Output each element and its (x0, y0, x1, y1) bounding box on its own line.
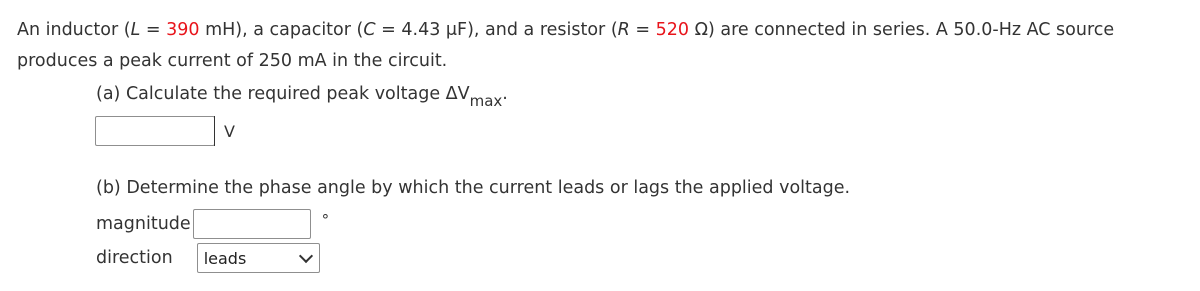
unit-divider (214, 116, 215, 146)
part-a-prompt (96, 84, 508, 110)
resistance-value: 520 (655, 20, 690, 40)
subscript-max: max (469, 92, 503, 110)
part-b-prompt: (b) Determine the phase angle by which the current leads or lags the applied voltage. (96, 178, 851, 198)
inductor-symbol: L (130, 20, 141, 40)
direction-select[interactable] (197, 243, 320, 273)
degree-unit: ° (321, 211, 330, 229)
problem-text: = 4.43 μF), and a resistor ( (375, 20, 618, 40)
direction-label: direction (96, 248, 173, 268)
magnitude-row (96, 209, 329, 239)
direction-selected-value: leads (203, 248, 247, 268)
part-a-answer-row (95, 116, 235, 146)
problem-text: mH), a capacitor ( (199, 20, 364, 40)
inductance-value: 390 (166, 20, 200, 40)
capacitor-symbol: C (363, 20, 376, 40)
direction-row (96, 243, 320, 273)
part-a-text: (a) Calculate the required peak voltage ΔV (96, 84, 470, 104)
resistor-symbol: R (617, 20, 630, 40)
magnitude-label: magnitude (96, 214, 191, 234)
magnitude-input[interactable] (193, 209, 311, 239)
problem-text: Ω) are connected in series. A 50.0-Hz AC source produces a peak current of 250 mA in the circuit. (17, 20, 1115, 71)
problem-statement (17, 15, 1192, 77)
equals-sign: = (140, 20, 167, 40)
problem-text: An inductor ( (17, 20, 131, 40)
chevron-down-icon (299, 248, 313, 262)
peak-voltage-input[interactable] (95, 116, 215, 146)
period: . (502, 84, 508, 104)
volt-unit: V (224, 121, 235, 141)
equals-sign: = (629, 20, 656, 40)
